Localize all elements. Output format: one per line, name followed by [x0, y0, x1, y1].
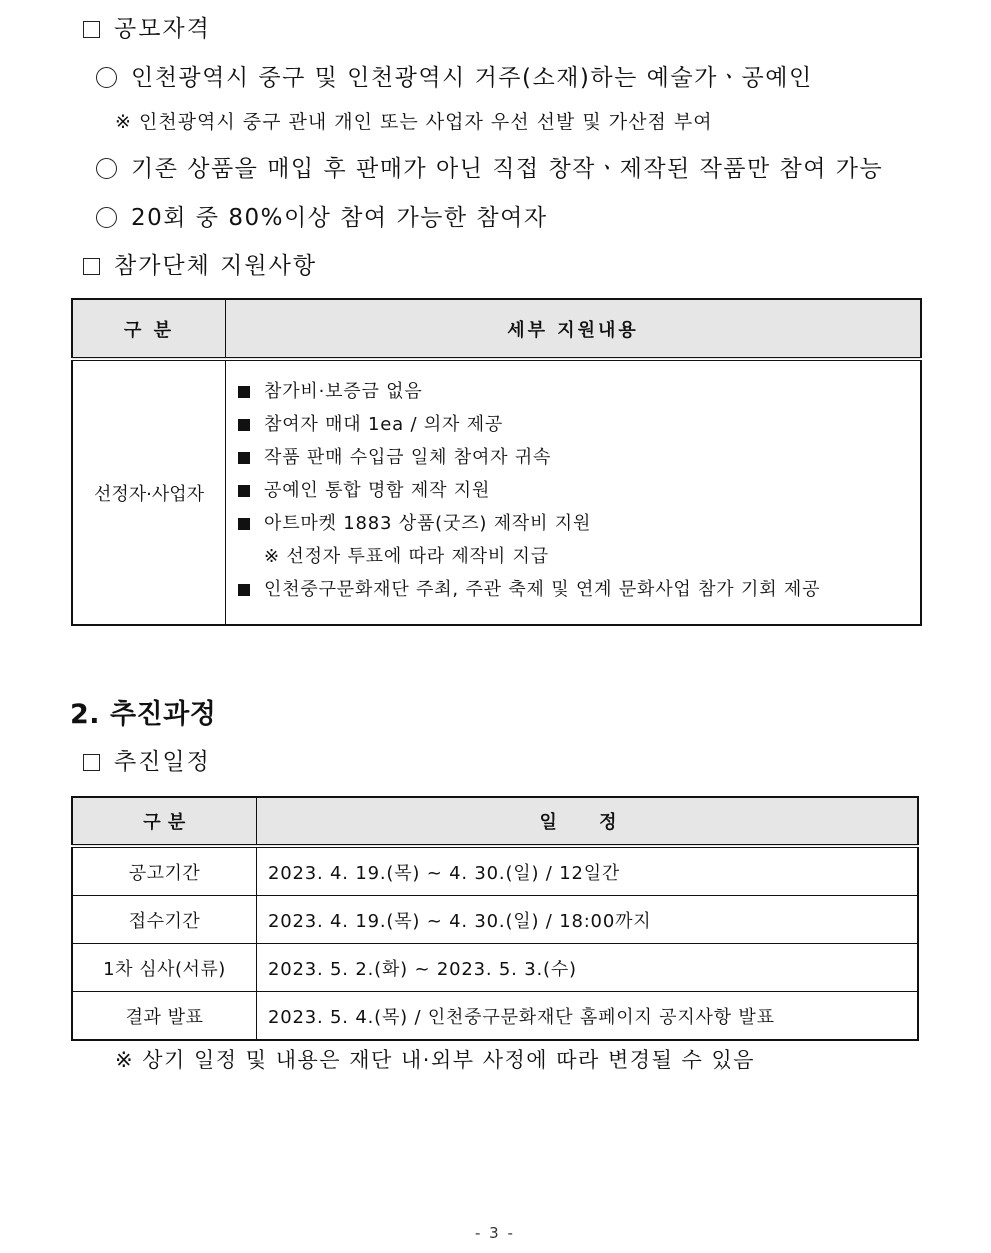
schedule-heading: 추진일정	[83, 743, 211, 776]
row-label: 선정자·사업자	[72, 359, 226, 625]
section-title: 2. 추진과정	[70, 699, 217, 730]
column-header: 구 분	[72, 797, 257, 846]
circle-bullet-icon	[96, 207, 117, 228]
schedule-note: ※ 상기 일정 및 내용은 재단 내·외부 사정에 따라 변경될 수 있음	[115, 1048, 756, 1072]
checkbox-square-icon	[83, 21, 100, 38]
list-item: 작품 판매 수입금 일체 참여자 귀속	[234, 441, 920, 474]
schedule-label: 1차 심사(서류)	[72, 944, 257, 992]
schedule-value: 2023. 4. 19.(목) ~ 4. 30.(일) / 12일간	[257, 846, 919, 896]
table-row	[72, 944, 918, 992]
checkbox-square-icon	[83, 258, 100, 275]
schedule-label: 접수기간	[72, 896, 257, 944]
schedule-value: 2023. 4. 19.(목) ~ 4. 30.(일) / 18:00까지	[257, 896, 919, 944]
column-header: 일 정	[257, 797, 919, 846]
schedule-value: 2023. 5. 2.(화) ~ 2023. 5. 3.(수)	[257, 944, 919, 992]
black-square-icon	[238, 386, 250, 398]
column-header: 세부 지원내용	[226, 299, 922, 359]
list-item: 참여자 매대 1ea / 의자 제공	[234, 408, 920, 441]
table-row	[72, 846, 918, 896]
list-item: 참가비·보증금 없음	[234, 375, 920, 408]
list-item: 아트마켓 1883 상품(굿즈) 제작비 지원	[234, 507, 920, 540]
circle-bullet-icon	[96, 158, 117, 179]
qualification-heading: 공모자격	[83, 10, 211, 43]
column-header: 구 분	[72, 299, 226, 359]
page-number: - 3 -	[475, 1224, 515, 1242]
list-item: 공예인 통합 명함 제작 지원	[234, 474, 920, 507]
qualification-item: 인천광역시 중구 및 인천광역시 거주(소재)하는 예술가ㆍ공예인	[96, 59, 813, 92]
qualification-item: 기존 상품을 매입 후 판매가 아닌 직접 창작ㆍ제작된 작품만 참여 가능	[96, 150, 883, 183]
circle-bullet-icon	[96, 67, 117, 88]
table-header-row	[72, 797, 918, 846]
black-square-icon	[238, 452, 250, 464]
table-row	[72, 992, 918, 1041]
black-square-icon	[238, 584, 250, 596]
table-row	[72, 896, 918, 944]
qualification-item: 20회 중 80%이상 참여 가능한 참여자	[96, 199, 548, 232]
schedule-label: 공고기간	[72, 846, 257, 896]
schedule-label: 결과 발표	[72, 992, 257, 1041]
list-item: 인천중구문화재단 주최, 주관 축제 및 연계 문화사업 참가 기회 제공	[234, 573, 920, 606]
qualification-note: ※ 인천광역시 중구 관내 개인 또는 사업자 우선 선발 및 가산점 부여	[115, 111, 713, 133]
black-square-icon	[238, 419, 250, 431]
table-row	[72, 359, 921, 625]
support-heading: 참가단체 지원사항	[83, 247, 317, 280]
black-square-icon	[238, 518, 250, 530]
schedule-value: 2023. 5. 4.(목) / 인천중구문화재단 홈페이지 공지사항 발표	[257, 992, 919, 1041]
checkbox-square-icon	[83, 754, 100, 771]
schedule-table	[71, 796, 919, 1041]
support-sub-note: ※ 선정자 투표에 따라 제작비 지급	[264, 546, 549, 567]
support-items-cell	[226, 359, 922, 625]
table-header-row	[72, 299, 921, 359]
black-square-icon	[238, 485, 250, 497]
support-table	[71, 298, 922, 626]
